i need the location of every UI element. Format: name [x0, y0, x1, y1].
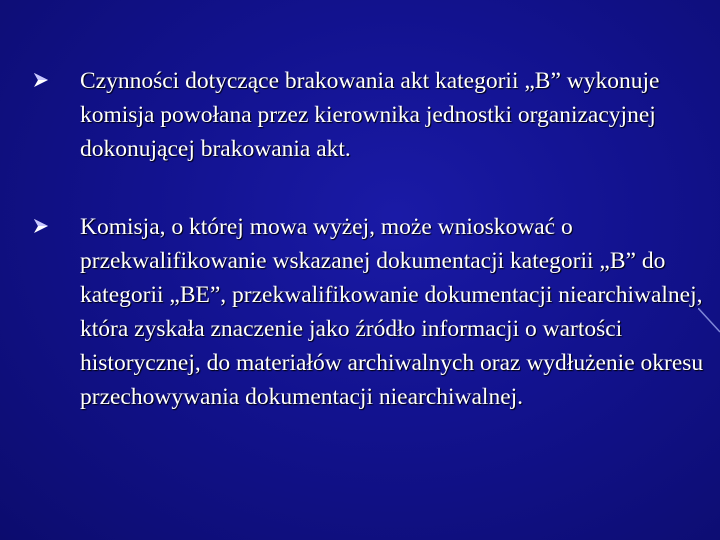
bullet-item-2 [30, 210, 710, 414]
bullet-item-1 [30, 64, 710, 166]
arrowhead-bullet-icon [30, 211, 52, 241]
decorative-line [698, 308, 720, 334]
arrowhead-bullet-icon [30, 65, 52, 95]
bullet-list [30, 64, 710, 414]
bullet-text-1: Czynności dotyczące brakowania akt kategorii „B” wykonuje komisja powołana przez kierownika jednostki organizacyjnej dokonującej brakowania akt. [80, 68, 660, 162]
bullet-text-2: Komisja, o której mowa wyżej, może wnioskować o przekwalifikowanie wskazanej dokumentacji kategorii „B” do kategorii „BE”, przekwalifikowanie dokumentacji niearchiwalnej, która zyskała znaczenie jako źródło informacji o wartości historycznej, do materiałów archiwalnych oraz wydłużenie okresu przechowywania dokumentacji niearchiwalnej. [80, 214, 704, 410]
